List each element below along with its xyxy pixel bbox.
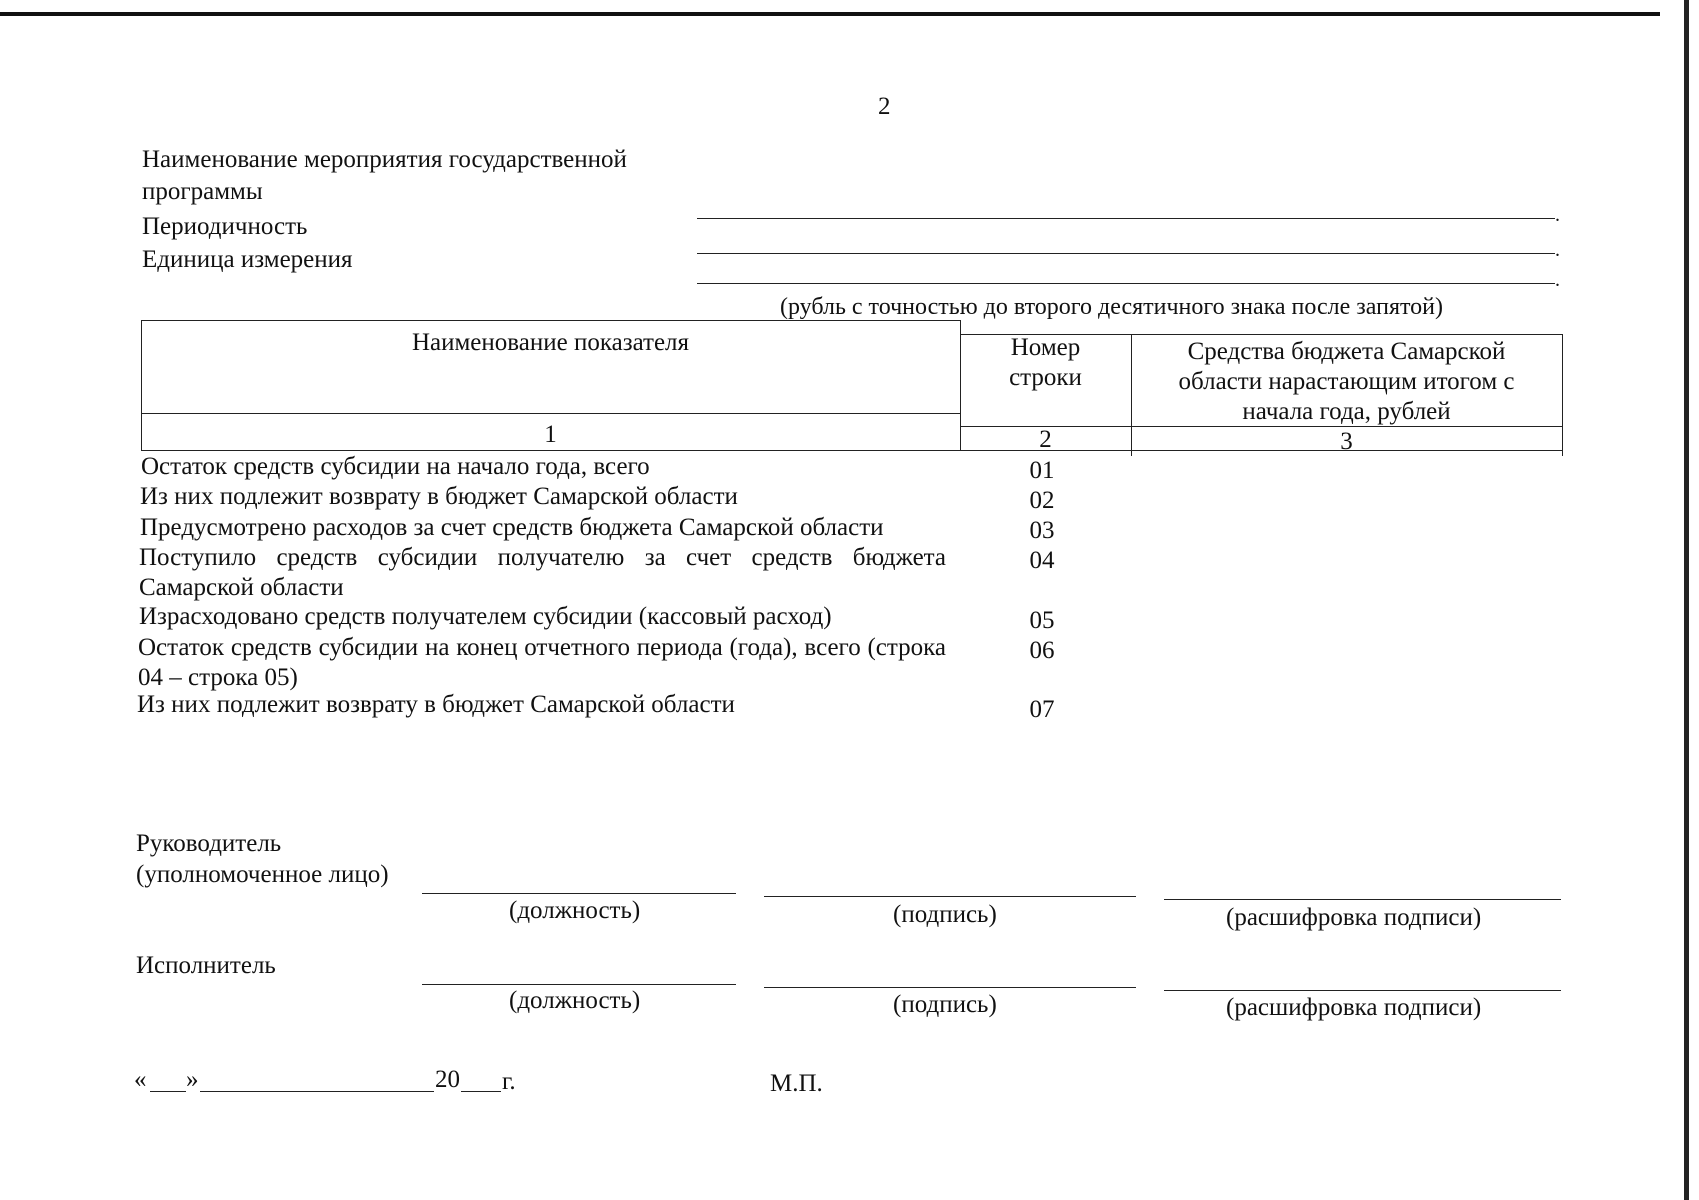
head-signature-caption: (подпись) xyxy=(893,901,997,928)
measure-name-field[interactable] xyxy=(697,218,1555,219)
table-row-name: Остаток средств субсидии на конец отчетного периода (года), всего (строка 04 – строка 05) xyxy=(138,634,946,691)
table-row-name: Поступило средств субсидии получателю за счет средств бюджета Самарской области xyxy=(139,544,946,601)
measure-name-label-line1: Наименование мероприятия государственной xyxy=(142,146,627,173)
executor-label: Исполнитель xyxy=(136,952,276,979)
table-row-code: 02 xyxy=(1029,487,1055,514)
table-row-code: 04 xyxy=(1029,547,1055,574)
head-label-line1: Руководитель xyxy=(136,830,282,857)
head-position-field[interactable] xyxy=(422,893,736,894)
table-row-code: 03 xyxy=(1029,517,1055,544)
date-year-suffix: г. xyxy=(502,1068,516,1095)
col-number-3: 3 xyxy=(1340,428,1353,455)
periodicity-field[interactable] xyxy=(697,253,1555,254)
date-year-field[interactable] xyxy=(461,1091,501,1092)
date-year-prefix: 20 xyxy=(435,1066,460,1093)
head-decoding-field[interactable] xyxy=(1164,899,1561,900)
measure-name-label-line2: программы xyxy=(142,178,263,205)
unit-field[interactable] xyxy=(697,283,1555,284)
date-month-field[interactable] xyxy=(200,1091,434,1092)
table-row-name: Остаток средств субсидии на начало года, всего xyxy=(141,453,650,480)
scan-right-border xyxy=(1684,0,1689,1200)
scan-top-border xyxy=(0,12,1660,16)
col-header-row-number-line2: строки xyxy=(1009,364,1082,391)
col-number-1: 1 xyxy=(544,421,557,448)
table-row-name: Израсходовано средств получателем субсидии (кассовый расход) xyxy=(139,603,832,630)
col-header-budget-line1: Средства бюджета Самарской xyxy=(1187,338,1506,365)
page-number: 2 xyxy=(878,93,891,120)
head-position-caption: (должность) xyxy=(509,897,641,924)
table-row-code: 06 xyxy=(1029,637,1055,664)
head-decoding-caption: (расшифровка подписи) xyxy=(1226,904,1482,931)
executor-decoding-field[interactable] xyxy=(1164,990,1561,991)
executor-decoding-caption: (расшифровка подписи) xyxy=(1226,994,1482,1021)
col-header-budget-line3: начала года, рублей xyxy=(1242,398,1451,425)
col-header-budget-line2: области нарастающим итогом с xyxy=(1178,368,1515,395)
head-signature-field[interactable] xyxy=(764,896,1136,897)
table-row-code: 07 xyxy=(1029,696,1055,723)
table-row-name: Из них подлежит возврату в бюджет Самарской области xyxy=(137,691,735,718)
date-day-field[interactable] xyxy=(150,1091,186,1092)
unit-label: Единица измерения xyxy=(142,246,353,273)
date-close-quote: » xyxy=(186,1066,199,1093)
col-number-2: 2 xyxy=(1039,426,1052,453)
table-row-name: Предусмотрено расходов за счет средств бюджета Самарской области xyxy=(140,514,884,541)
table-row-code: 05 xyxy=(1029,607,1055,634)
col-header-indicator: Наименование показателя xyxy=(411,329,690,356)
date-open-quote: « xyxy=(134,1066,147,1093)
executor-signature-field[interactable] xyxy=(764,987,1136,988)
stamp-place: М.П. xyxy=(770,1070,823,1097)
executor-signature-caption: (подпись) xyxy=(893,991,997,1018)
head-label-line2: (уполномоченное лицо) xyxy=(136,861,389,888)
executor-position-field[interactable] xyxy=(422,984,736,985)
col-header-row-number-line1: Номер xyxy=(1010,334,1081,361)
unit-note: (рубль с точностью до второго десятичного знака после запятой) xyxy=(780,294,1443,320)
table-row-code: 01 xyxy=(1029,457,1055,484)
table-row-name: Из них подлежит возврату в бюджет Самарской области xyxy=(140,483,738,510)
executor-position-caption: (должность) xyxy=(509,987,641,1014)
periodicity-label: Периодичность xyxy=(142,213,308,240)
